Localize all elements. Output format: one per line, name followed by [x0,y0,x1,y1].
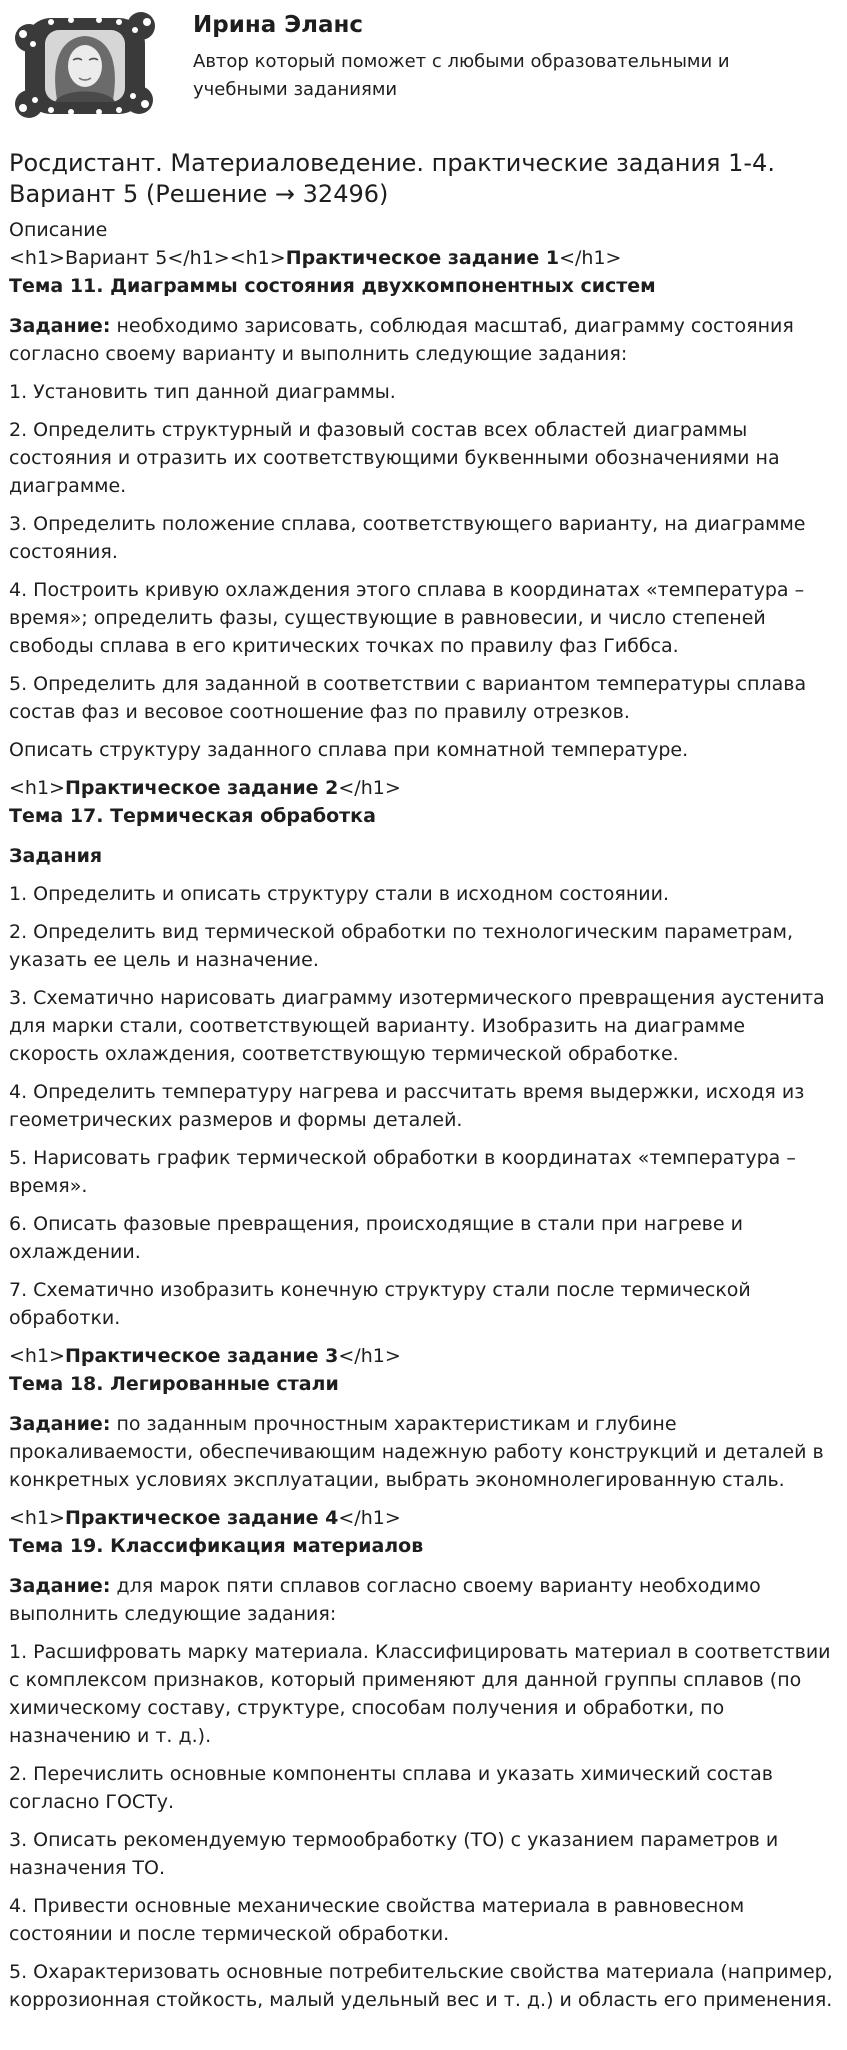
task-item: 1. Установить тип данной диаграммы. [9,381,396,403]
tag-open: <h1> [229,247,286,269]
tag-close: </h1> [338,1507,401,1529]
task-heading: Практическое задание 1 [285,247,560,269]
task-lead-label: Задания [9,845,103,867]
task-item: 2. Перечислить основные компоненты сплава и указать химический состав согласно ГОСТу. [9,1763,773,1813]
task-item: 1. Определить и описать структуру стали в исходном состоянии. [9,883,669,905]
page-title: Росдистант. Материаловедение. практические задания 1-4. Вариант 5 (Решение → 32496) [9,149,775,208]
task-heading: Практическое задание 4 [64,1507,339,1529]
task-item: 2. Определить структурный и фазовый состав всех областей диаграммы состояния и отразить их соответствующими буквенными обозначениями на диаграмме. [9,419,780,497]
task-heading: Практическое задание 2 [64,777,339,799]
task-item: Описать структуру заданного сплава при комнатной температуре. [9,739,689,761]
task-lead [9,312,838,368]
task-item: 4. Определить температуру нагрева и рассчитать время выдержки, исходя из геометрических размеров и формы деталей. [9,1081,805,1131]
task-lead-text: для марок пяти сплавов согласно своему варианту необходимо выполнить следующие задания: [9,1575,761,1625]
task-lead-label: Задание: [9,1413,111,1435]
task-heading: Практическое задание 3 [64,1345,339,1367]
task-item: 3. Описать рекомендуемую термообработку (ТО) с указанием параметров и назначения ТО. [9,1829,779,1879]
task-2-heading-line [9,774,838,802]
author-card [9,0,838,128]
task-lead-text: по заданным прочностным характеристикам и глубине прокаливаемости, обеспечивающим надежную работу конструкций и деталей в конкретных условиях эксплуатации, выбрать экономнолегированную сталь. [9,1413,824,1491]
task-item: 3. Схематично нарисовать диаграмму изотермического превращения аустенита для марки стали, соответствующей варианту. Изобразить на диаграмме скорость охлаждения, соответствующую термической обработке. [9,987,825,1065]
tag-open: <h1> [9,777,65,799]
task-lead [9,1410,838,1494]
tag-open: <h1> [9,1345,65,1367]
variant-label: Вариант 5 [64,247,168,269]
tag-close: </h1> [559,247,622,269]
task-item: 5. Нарисовать график термической обработки в координатах «температура – время». [9,1147,796,1197]
task-item: 4. Построить кривую охлаждения этого сплава в координатах «температура – время»; определить фазы, существующие в равновесии, и число степеней свободы сплава в его критических точках по правилу фаз Гиббса. [9,579,805,657]
task-topic: Тема 19. Классификация материалов [9,1535,424,1557]
tag-open: <h1> [9,247,65,269]
tag-close: </h1> [167,247,230,269]
task-item: 4. Привести основные механические свойства материала в равновесном состоянии и после термической обработки. [9,1895,745,1945]
task-1-heading-line [9,244,838,272]
task-topic: Тема 17. Термическая обработка [9,805,376,827]
tag-close: </h1> [338,777,401,799]
author-avatar[interactable] [11,4,159,126]
author-name[interactable]: Ирина Эланс [193,12,364,38]
task-topic: Тема 18. Легированные стали [9,1373,339,1395]
task-lead [9,1572,838,1628]
task-topic: Тема 11. Диаграммы состояния двухкомпонентных систем [9,275,656,297]
task-4-heading-line [9,1504,838,1532]
task-item: 6. Описать фазовые превращения, происходящие в стали при нагреве и охлаждении. [9,1213,743,1263]
task-item: 5. Определить для заданной в соответствии с вариантом температуры сплава состав фаз и весовое соотношение фаз по правилу отрезков. [9,673,807,723]
task-lead-label: Задание: [9,1575,111,1597]
task-item: 3. Определить положение сплава, соответствующего варианту, на диаграмме состояния. [9,513,806,563]
description-label: Описание [9,219,108,241]
task-item: 7. Схематично изобразить конечную структуру стали после термической обработки. [9,1279,751,1329]
task-item: 5. Охарактеризовать основные потребительские свойства материала (например, коррозионная стойкость, малый удельный вес и т. д.) и область его применения. [9,1961,833,2011]
task-3-heading-line [9,1342,838,1370]
task-item: 1. Расшифровать марку материала. Классифицировать материал в соответствии с комплексом признаков, который применяют для данной группы сплавов (по химическому составу, структуре, способам получения и обработки, по назначению и т. д.). [9,1641,831,1747]
task-lead-text: необходимо зарисовать, соблюдая масштаб, диаграмму состояния согласно своему варианту и выполнить следующие задания: [9,315,794,365]
author-description: Автор который поможет с любыми образовательными и учебными заданиями [193,51,730,100]
tag-open: <h1> [9,1507,65,1529]
tag-close: </h1> [338,1345,401,1367]
task-item: 2. Определить вид термической обработки по технологическим параметрам, указать ее цель и назначение. [9,921,794,971]
task-lead-label: Задание: [9,315,111,337]
